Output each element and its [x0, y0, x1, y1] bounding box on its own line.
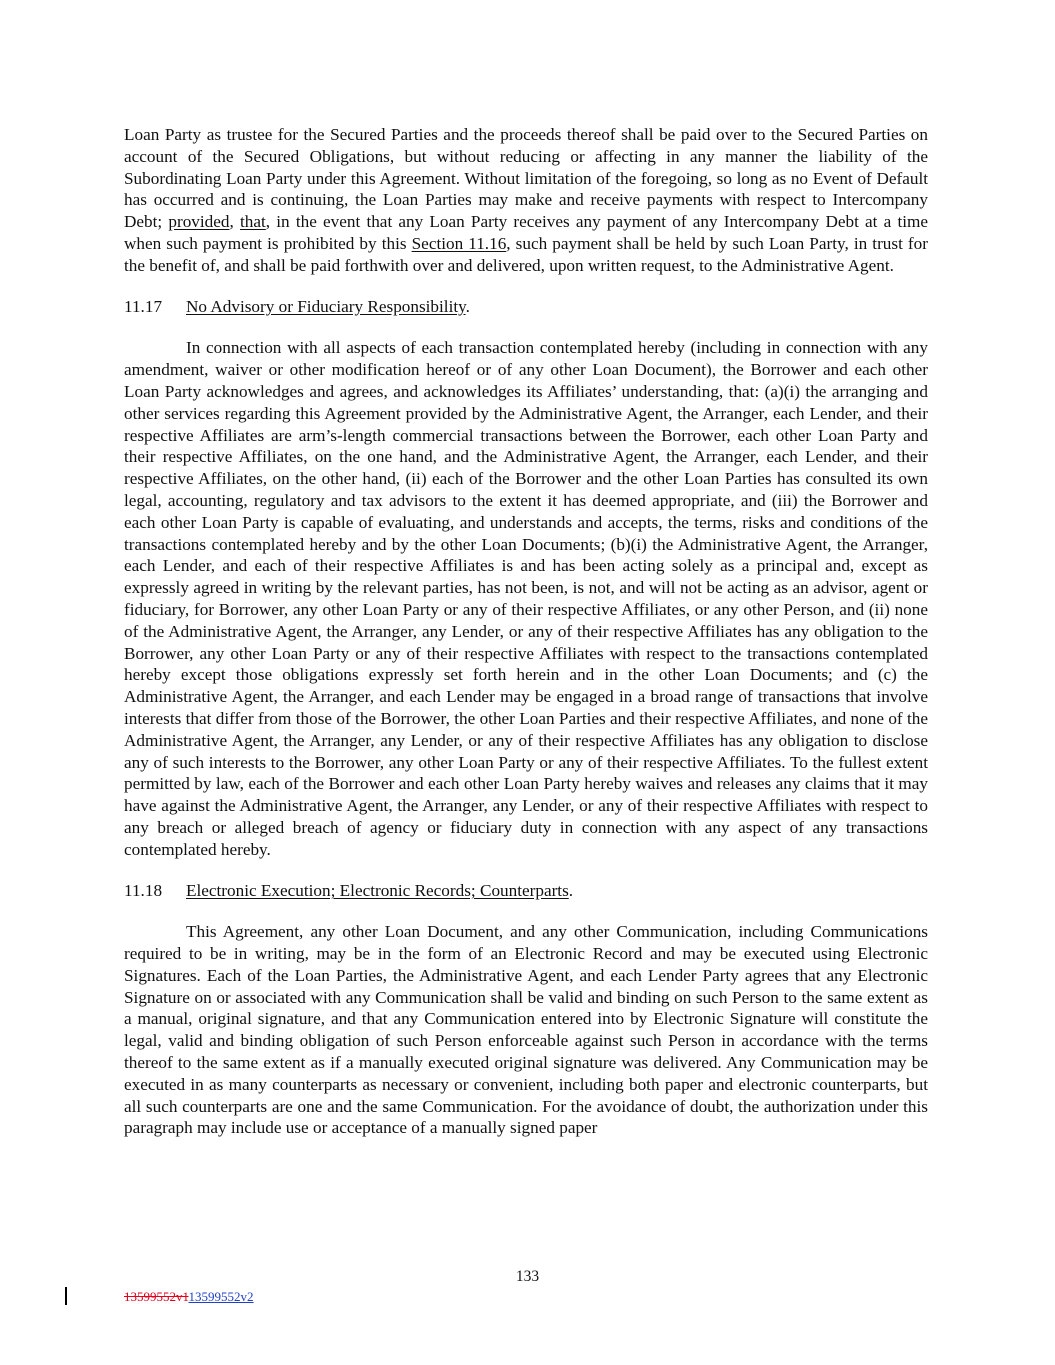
section-heading-11-17: 11.17 No Advisory or Fiduciary Responsibility.	[124, 297, 470, 317]
section-heading-11-18: 11.18 Electronic Execution; Electronic Records; Counterparts.	[124, 881, 574, 900]
section-reference: Section 11.16	[411, 233, 507, 253]
continuation-paragraph: Loan Party as trustee for the Secured Parties and the proceeds thereof shall be paid over to the Secured Parties on account of the Secured Obligations, but without reducing or affecting in any manner the liability of the Subordinating Loan Party under this Agreement. Without limitation of the foregoing, so long as no Event of Default has occurred and is continuing, the Loan Parties may make and receive payments with respect to Intercompany Debt; provided, that, in the event that any Loan Party receives any payment of any Intercompany Debt at a time when such payment is prohibited by this Section 11.16, such payment shall be held by such Loan Party, in trust for the benefit of, and shall be paid forthwith over and delivered, upon written request, to the Administrative Agent.	[124, 125, 929, 275]
doc-id-deleted: 13599552v1	[124, 1289, 189, 1304]
section-number: 11.18	[124, 881, 163, 900]
section-11-18-body: This Agreement, any other Loan Document, and any other Communication, including Communications required to be in writing, may be in the form of an Electronic Record and may be executed using Electronic Signatures. Each of the Loan Parties, the Administrative Agent, and each Lender Party agrees that any Electronic Signature on or associated with any Communication shall be valid and binding on such Person to the same extent as a manual, original signature, and that any Communication entered into by Electronic Signature will constitute the legal, valid and binding obligation of such Person enforceable against such Person in accordance with the terms thereof to the same extent as if a manually executed original signature was delivered. Any Communication may be executed in as many counterparts as necessary or convenient, including both paper and electronic counterparts, but all such counterparts are one and the same Communication. For the avoidance of doubt, the authorization under this paragraph may include use or acceptance of a manually signed paper	[124, 922, 928, 1138]
document-id	[124, 1289, 254, 1305]
section-title: No Advisory or Fiduciary Responsibility	[186, 297, 466, 317]
section-11-17-body: In connection with all aspects of each transaction contemplated hereby (including in connection with any amendment, waiver or other modification hereof or of any other Loan Document), the Borrower and each other Loan Party acknowledges and agrees, and acknowledges its Affiliates’ understanding, that: (a)(i) the arranging and other services regarding this Agreement provided by the Administrative Agent, the Arranger, each Lender, and their respective Affiliates are arm’s-length commercial transactions between the Borrower, each other Loan Party and their respective Affiliates, on the one hand, and the Administrative Agent, the Arranger, each Lender, and their respective Affiliates, on the other hand, (ii) each of the Borrower and the other Loan Parties has consulted its own legal, accounting, regulatory and tax advisors to the extent it has deemed appropriate, and (iii) the Borrower and each other Loan Party is capable of evaluating, and understands and accepts, the terms, risks and conditions of the transactions contemplated hereby and by the other Loan Documents; (b)(i) the Administrative Agent, the Arranger, each Lender, and each of their respective Affiliates is and has been acting solely as a principal and, except as expressly agreed in writing by the relevant parties, has not been, is not, and will not be acting as an advisor, agent or fiduciary, for Borrower, any other Loan Party or any of their respective Affiliates, or any other Person, and (ii) none of the Administrative Agent, the Arranger, any Lender, or any of their respective Affiliates has any obligation to the Borrower, any other Loan Party or any of their respective Affiliates with respect to the transactions contemplated hereby except those obligations expressly set forth herein and in the other Loan Documents; and (c) the Administrative Agent, the Arranger, and each Lender may be engaged in a broad range of transactions that involve interests that differ from those of the Borrower, the other Loan Parties and their respective Affiliates, and none of the Administrative Agent, the Arranger, any Lender, or any of their respective Affiliates has any obligation to disclose any of such interests to the Borrower, any other Loan Party or any of their respective Affiliates. To the fullest extent permitted by law, each of the Borrower and each other Loan Party hereby waives and releases any claims that it may have against the Administrative Agent, the Arranger, any Lender, or any of their respective Affiliates with respect to any breach or alleged breach of agency or fiduciary duty in connection with any aspect of any transactions contemplated hereby.	[124, 338, 928, 859]
page-number: 133	[515, 1268, 540, 1285]
section-title: Electronic Execution; Electronic Records; Counterparts	[186, 881, 569, 900]
document-body	[124, 124, 928, 1139]
section-number: 11.17	[124, 297, 163, 317]
that-term: that	[240, 212, 266, 232]
provided-term: provided	[168, 212, 230, 232]
doc-id-inserted: 13599552v2	[188, 1289, 254, 1304]
revision-change-bar	[65, 1287, 67, 1305]
